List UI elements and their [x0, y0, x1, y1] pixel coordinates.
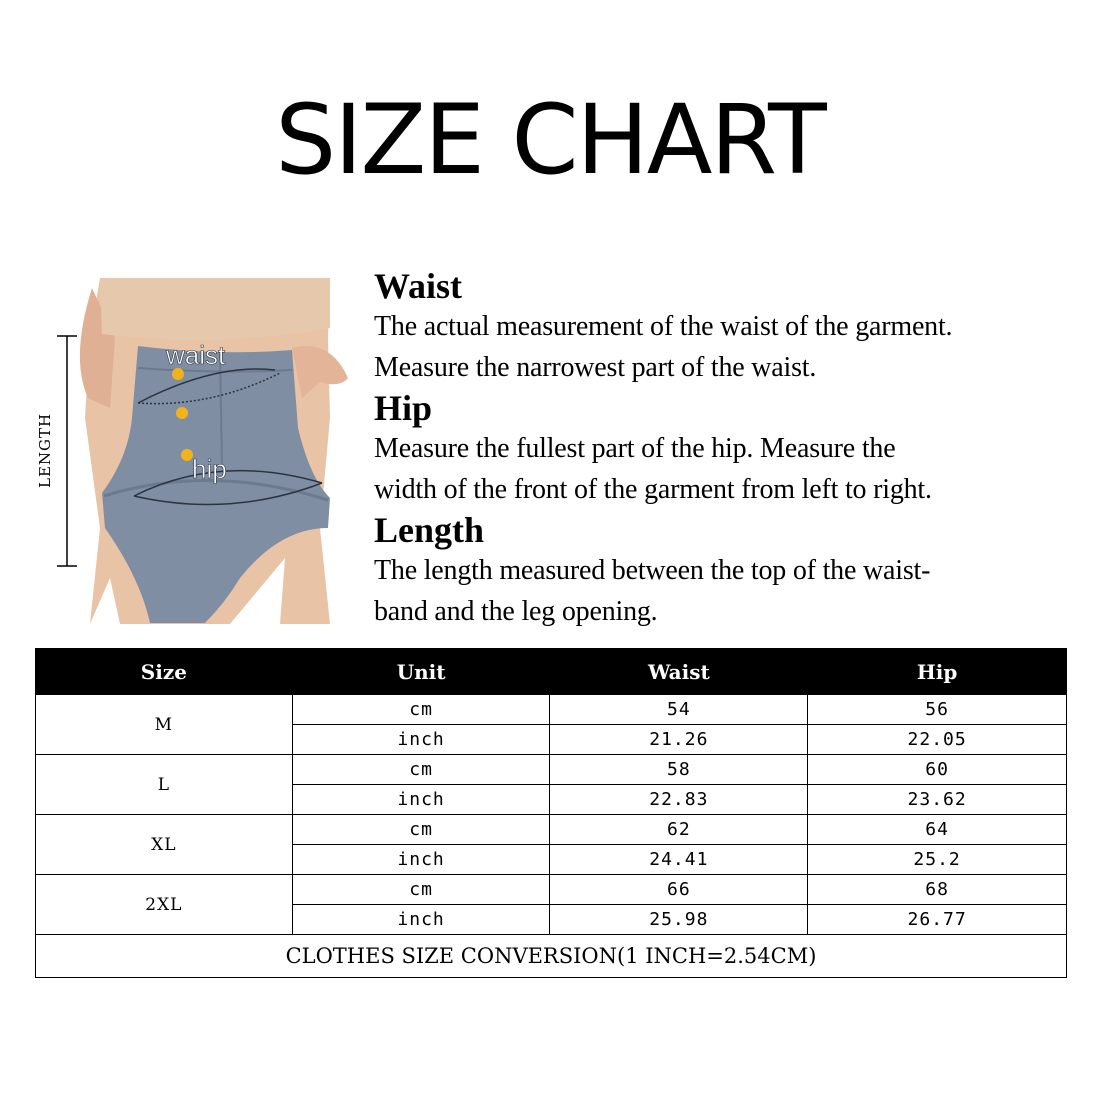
table-row: [36, 695, 1067, 725]
unit-cell: cm: [292, 695, 550, 725]
hip-cell: 26.77: [808, 905, 1067, 935]
table-row: [36, 815, 1067, 845]
waist-cell: 22.83: [550, 785, 808, 815]
waist-label: waist: [166, 340, 226, 370]
waist-cell: 24.41: [550, 845, 808, 875]
hip-heading: Hip: [374, 388, 433, 428]
header-waist: Waist: [550, 649, 808, 695]
header-hip: Hip: [808, 649, 1067, 695]
size-cell: L: [36, 755, 293, 815]
length-label: LENGTH: [36, 412, 54, 488]
waist-desc-line-1: The actual measurement of the waist of the garment.: [374, 311, 953, 342]
waist-cell: 62: [550, 815, 808, 845]
unit-cell: inch: [292, 845, 550, 875]
table-row: [36, 755, 1067, 785]
table-header-row: [36, 649, 1067, 695]
hip-desc-line-1: Measure the fullest part of the hip. Measure the: [374, 433, 896, 464]
table-note-row: [36, 935, 1067, 978]
waist-cell: 58: [550, 755, 808, 785]
conversion-note: CLOTHES SIZE CONVERSION(1 INCH=2.54CM): [36, 935, 1067, 978]
waist-cell: 54: [550, 695, 808, 725]
page-title: SIZE CHART: [275, 84, 825, 196]
measurement-descriptions: [374, 266, 1074, 632]
hip-label: hip: [192, 454, 227, 484]
size-cell: XL: [36, 815, 293, 875]
waist-cell: 66: [550, 875, 808, 905]
unit-cell: cm: [292, 875, 550, 905]
waist-cell: 25.98: [550, 905, 808, 935]
unit-cell: inch: [292, 905, 550, 935]
header-size: Size: [36, 649, 293, 695]
hip-cell: 23.62: [808, 785, 1067, 815]
size-cell: M: [36, 695, 293, 755]
unit-cell: inch: [292, 785, 550, 815]
waist-cell: 21.26: [550, 725, 808, 755]
length-dimension-line: [52, 334, 82, 570]
table-row: [36, 875, 1067, 905]
hip-desc-line-2: width of the front of the garment from left to right.: [374, 474, 932, 505]
hip-cell: 64: [808, 815, 1067, 845]
size-cell: 2XL: [36, 875, 293, 935]
unit-cell: inch: [292, 725, 550, 755]
hip-cell: 22.05: [808, 725, 1067, 755]
unit-cell: cm: [292, 755, 550, 785]
waist-heading: Waist: [374, 266, 463, 306]
waist-desc-line-2: Measure the narrowest part of the waist.: [374, 352, 817, 383]
mid-marker-dot: [176, 407, 188, 419]
length-heading: Length: [374, 510, 485, 550]
hip-cell: 56: [808, 695, 1067, 725]
size-table: [35, 648, 1067, 978]
length-desc-line-2: band and the leg opening.: [374, 596, 658, 627]
length-desc-line-1: The length measured between the top of the waist-: [374, 555, 931, 586]
header-unit: Unit: [292, 649, 550, 695]
hip-cell: 68: [808, 875, 1067, 905]
hip-cell: 25.2: [808, 845, 1067, 875]
hip-cell: 60: [808, 755, 1067, 785]
unit-cell: cm: [292, 815, 550, 845]
